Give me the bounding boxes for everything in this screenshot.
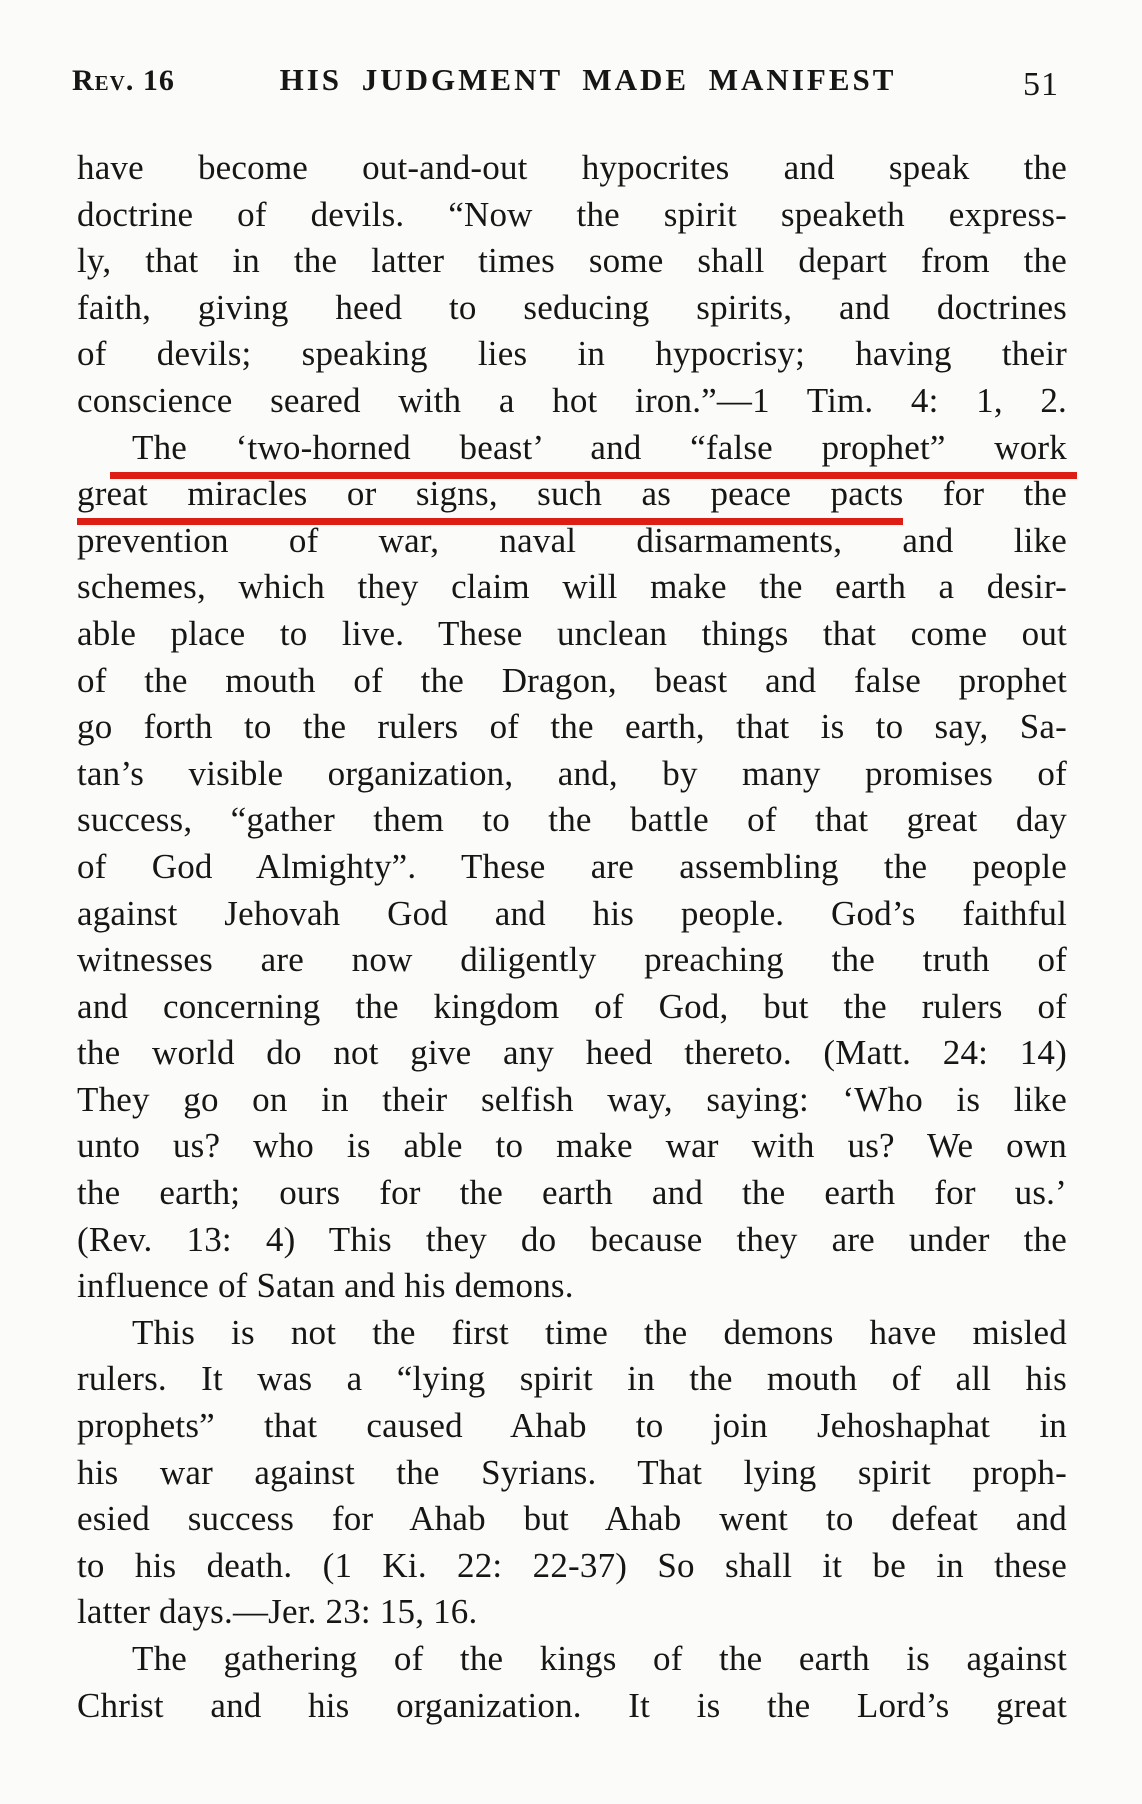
text-line: [77, 1030, 1067, 1077]
text-line: [77, 1496, 1067, 1543]
text-line: [77, 704, 1067, 751]
red-underlined-text: great miracles or signs, such as peace pacts: [77, 474, 903, 525]
text-line: [77, 331, 1067, 378]
text-line: [77, 658, 1067, 705]
text-segment: of devils; speaking lies in hypocrisy; having their: [77, 334, 1067, 374]
text-line: [77, 378, 1067, 425]
verse-reference: Rev. 16: [72, 64, 175, 97]
text-segment: influence of Satan and his demons.: [77, 1266, 574, 1306]
text-line: [77, 844, 1067, 891]
text-line: [77, 984, 1067, 1031]
body-text: [77, 145, 1067, 1729]
text-segment: for the: [903, 474, 1067, 514]
text-segment: conscience seared with a hot iron.”—1 Tim. 4: 1, 2.: [77, 380, 1067, 420]
text-line: [77, 1356, 1067, 1403]
text-segment: This is not the first time the demons have misled: [132, 1312, 1067, 1352]
text-segment: Christ and his organization. It is the Lord’s great: [77, 1685, 1067, 1725]
text-line: [77, 751, 1067, 798]
chapter-title: HIS JUDGMENT MADE MANIFEST: [279, 62, 897, 97]
text-line: [77, 937, 1067, 984]
text-line: [77, 1310, 1067, 1357]
text-line: [77, 1589, 1067, 1636]
text-line: [77, 1170, 1067, 1217]
text-line: [77, 891, 1067, 938]
text-line: [77, 1543, 1067, 1590]
text-line: [77, 471, 1067, 518]
text-line: [77, 797, 1067, 844]
text-line: [77, 1683, 1067, 1730]
text-segment: prevention of war, naval disarmaments, and like: [77, 520, 1067, 560]
text-line: [77, 1450, 1067, 1497]
text-segment: The gathering of the kings of the earth is against: [132, 1639, 1067, 1678]
text-segment: esied success for Ahab but Ahab went to defeat and: [77, 1499, 1067, 1539]
text-segment: his war against the Syrians. That lying spirit proph-: [77, 1452, 1067, 1492]
text-segment: the earth; ours for the earth and the earth for us.’: [77, 1173, 1067, 1213]
text-segment: to his death. (1 Ki. 22: 22-37) So shall it be in these: [77, 1545, 1067, 1585]
text-segment: tan’s visible organization, and, by many promises of: [77, 753, 1067, 793]
text-line: [77, 238, 1067, 285]
red-underlined-text: The ‘two-horned beast’ and “false prophet” work: [110, 428, 1077, 479]
text-line: [77, 1217, 1067, 1264]
text-segment: success, “gather them to the battle of that great day: [77, 800, 1067, 840]
text-segment: ly, that in the latter times some shall depart from the: [77, 241, 1067, 281]
running-head: [72, 60, 1067, 104]
text-segment: latter days.—Jer. 23: 15, 16.: [77, 1592, 478, 1632]
text-line: [77, 1403, 1067, 1450]
text-segment: witnesses are now diligently preaching the truth of: [77, 940, 1067, 980]
text-segment: able place to live. These unclean things that come out: [77, 613, 1067, 653]
text-segment: schemes, which they claim will make the earth a desir-: [77, 567, 1067, 607]
text-segment: doctrine of devils. “Now the spirit speaketh express-: [77, 194, 1067, 234]
page-number: 51: [1023, 66, 1059, 103]
text-line: [77, 1123, 1067, 1170]
text-line: [77, 518, 1067, 565]
text-segment: go forth to the rulers of the earth, that is to say, Sa-: [77, 707, 1067, 747]
text-line: [77, 611, 1067, 658]
text-segment: of God Almighty”. These are assembling the people: [77, 846, 1067, 886]
text-segment: (Rev. 13: 4) This they do because they are under the: [77, 1219, 1067, 1259]
text-segment: of the mouth of the Dragon, beast and false prophet: [77, 660, 1067, 700]
text-segment: prophets” that caused Ahab to join Jehoshaphat in: [77, 1406, 1067, 1446]
text-segment: faith, giving heed to seducing spirits, and doctrines: [77, 287, 1067, 327]
text-segment: rulers. It was a “lying spirit in the mouth of all his: [77, 1359, 1067, 1399]
text-line: [77, 192, 1067, 239]
text-line: [77, 1077, 1067, 1124]
text-line: [77, 1636, 1067, 1683]
text-line: [77, 564, 1067, 611]
text-line: [77, 1263, 1067, 1310]
text-line: [77, 425, 1067, 472]
text-line: [77, 285, 1067, 332]
text-segment: against Jehovah God and his people. God’s faithful: [77, 893, 1067, 933]
text-segment: and concerning the kingdom of God, but the rulers of: [77, 986, 1067, 1026]
text-segment: They go on in their selfish way, saying: ‘Who is like: [77, 1079, 1067, 1119]
text-line: [77, 145, 1067, 192]
text-segment: the world do not give any heed thereto. (Matt. 24: 14): [77, 1033, 1067, 1073]
text-segment: unto us? who is able to make war with us? We own: [77, 1126, 1067, 1166]
text-segment: have become out-and-out hypocrites and speak the: [77, 148, 1067, 187]
